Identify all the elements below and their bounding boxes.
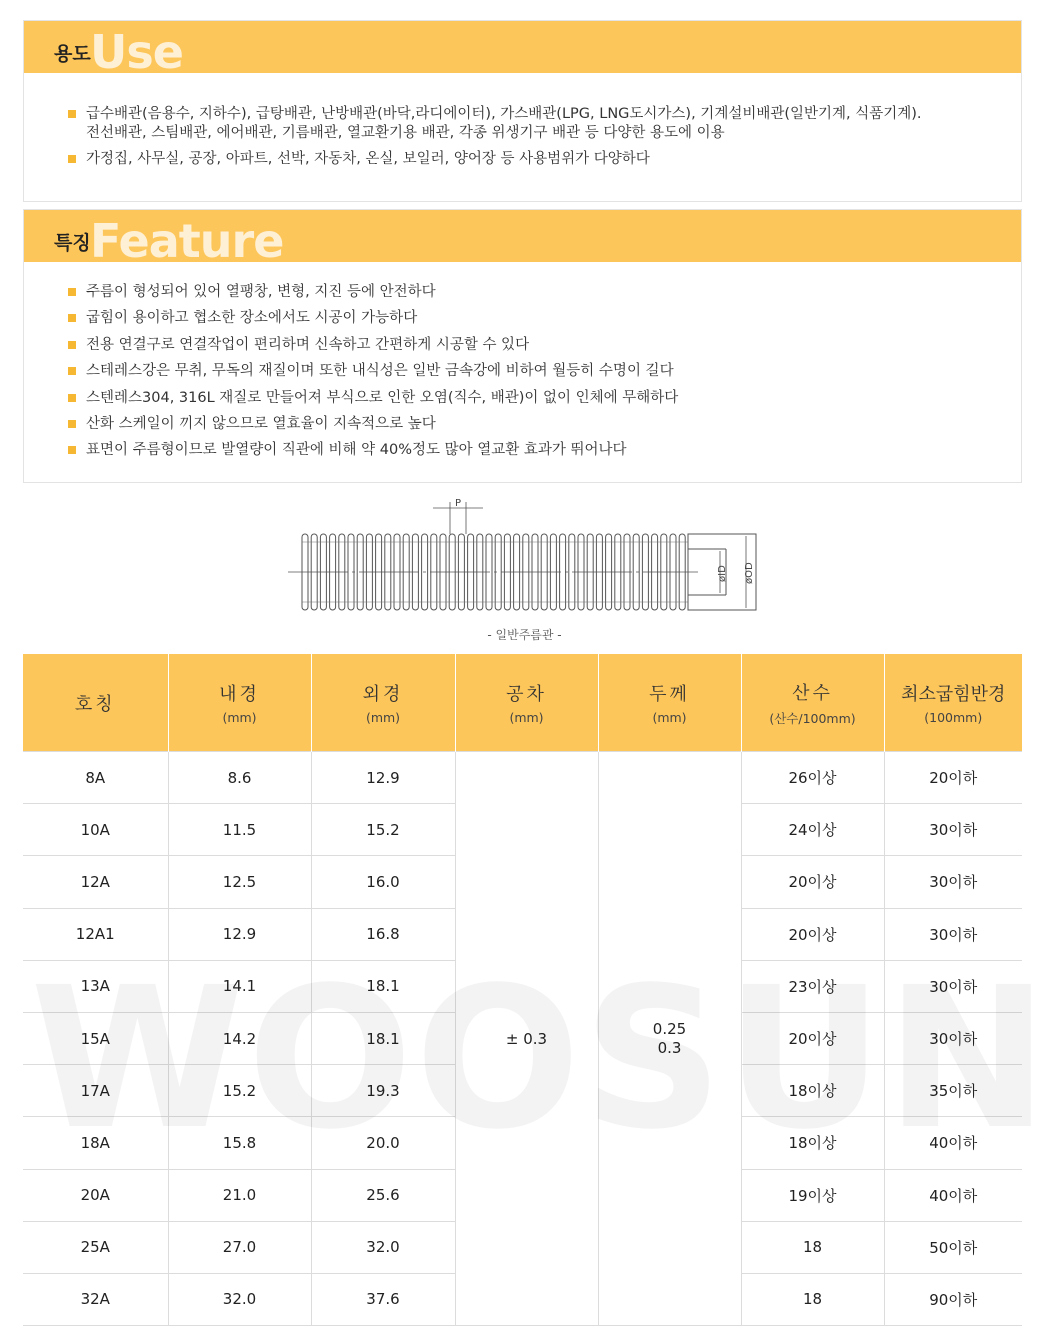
header-thickness: 두께 (mm) [598, 654, 741, 752]
cell-corrugation-count: 18 [741, 1273, 884, 1325]
feature-item: 전용 연결구로 연결작업이 편리하며 신속하고 간편하게 시공할 수 있다 [68, 336, 1001, 355]
cell-min-bend-radius: 40이하 [884, 1117, 1022, 1169]
feature-item: 주름이 형성되어 있어 열팽창, 변형, 지진 등에 안전하다 [68, 283, 1001, 302]
header-corrugation-count: 산수 (산수/100mm) [741, 654, 884, 752]
cell-name: 25A [23, 1221, 168, 1273]
use-title: 용도 [54, 43, 91, 65]
cell-tolerance: ± 0.3 [455, 752, 598, 1326]
diagram-caption: - 일반주름관 - [487, 628, 562, 642]
cell-corrugation-count: 18이상 [741, 1117, 884, 1169]
cell-min-bend-radius: 35이하 [884, 1065, 1022, 1117]
spec-table [23, 654, 1022, 1326]
cell-name: 17A [23, 1065, 168, 1117]
cell-min-bend-radius: 20이하 [884, 752, 1022, 804]
cell-inner-diameter: 12.9 [168, 908, 311, 960]
cell-corrugation-count: 20이상 [741, 908, 884, 960]
cell-name: 13A [23, 960, 168, 1012]
cell-name: 12A1 [23, 908, 168, 960]
cell-min-bend-radius: 30이하 [884, 804, 1022, 856]
cell-name: 12A [23, 856, 168, 908]
cell-inner-diameter: 15.2 [168, 1065, 311, 1117]
header-name: 호칭 [23, 654, 168, 752]
feature-list [68, 283, 1001, 468]
cell-outer-diameter: 19.3 [311, 1065, 455, 1117]
header-tolerance: 공차 (mm) [455, 654, 598, 752]
cell-inner-diameter: 32.0 [168, 1273, 311, 1325]
cell-inner-diameter: 14.2 [168, 1012, 311, 1064]
feature-title-en: Feature [90, 214, 284, 262]
od-label: øOD [744, 562, 755, 584]
pitch-label: P [454, 498, 462, 509]
cell-name: 10A [23, 804, 168, 856]
cell-inner-diameter: 12.5 [168, 856, 311, 908]
cell-outer-diameter: 12.9 [311, 752, 455, 804]
feature-item: 스테레스강은 무취, 무독의 재질이며 또한 내식성은 일반 금속강에 비하여 월등히 수명이 길다 [68, 362, 1001, 381]
cell-outer-diameter: 25.6 [311, 1169, 455, 1221]
cell-name: 32A [23, 1273, 168, 1325]
cell-corrugation-count: 24이상 [741, 804, 884, 856]
cell-inner-diameter: 21.0 [168, 1169, 311, 1221]
use-list [68, 105, 1001, 176]
cell-outer-diameter: 18.1 [311, 1012, 455, 1064]
cell-name: 8A [23, 752, 168, 804]
cell-inner-diameter: 11.5 [168, 804, 311, 856]
cell-inner-diameter: 15.8 [168, 1117, 311, 1169]
use-section [23, 20, 1022, 202]
cell-min-bend-radius: 40이하 [884, 1169, 1022, 1221]
use-item: 급수배관(음용수, 지하수), 급탕배관, 난방배관(바닥,라디에이터), 가스배관(LPG, LNG도시가스), 기계설비배관(일반기계, 식품기계). 전선배관, 스팀배관, 에어배관, 기름배관, 열교환기용 배관, 각종 위생기구 배관 등 다양한 용도에 이용 [68, 105, 1001, 143]
id-label: øID [717, 565, 728, 582]
cell-inner-diameter: 14.1 [168, 960, 311, 1012]
cell-outer-diameter: 16.8 [311, 908, 455, 960]
feature-item: 굽힘이 용이하고 협소한 장소에서도 시공이 가능하다 [68, 309, 1001, 328]
table-header-row [23, 654, 1022, 752]
cell-corrugation-count: 20이상 [741, 856, 884, 908]
cell-name: 18A [23, 1117, 168, 1169]
feature-section [23, 209, 1022, 483]
feature-title: 특징 [54, 232, 91, 254]
use-item: 가정집, 사무실, 공장, 아파트, 선박, 자동차, 온실, 보일러, 양어장 등 사용범위가 다양하다 [68, 150, 1001, 169]
cell-corrugation-count: 18이상 [741, 1065, 884, 1117]
cell-outer-diameter: 15.2 [311, 804, 455, 856]
cell-min-bend-radius: 90이하 [884, 1273, 1022, 1325]
cell-min-bend-radius: 30이하 [884, 960, 1022, 1012]
cell-inner-diameter: 27.0 [168, 1221, 311, 1273]
cell-outer-diameter: 20.0 [311, 1117, 455, 1169]
cell-thickness: 0.25 0.3 [598, 752, 741, 1326]
header-min-bend-radius: 최소굽힘반경 (100mm) [884, 654, 1022, 752]
cell-min-bend-radius: 30이하 [884, 856, 1022, 908]
cell-corrugation-count: 26이상 [741, 752, 884, 804]
cell-inner-diameter: 8.6 [168, 752, 311, 804]
use-title-en: Use [90, 25, 183, 73]
header-outer-diameter: 외경 (mm) [311, 654, 455, 752]
cell-corrugation-count: 19이상 [741, 1169, 884, 1221]
feature-header [24, 210, 1021, 262]
cell-min-bend-radius: 30이하 [884, 908, 1022, 960]
cell-corrugation-count: 18 [741, 1221, 884, 1273]
table-row [23, 752, 1022, 804]
cell-outer-diameter: 32.0 [311, 1221, 455, 1273]
cell-corrugation-count: 23이상 [741, 960, 884, 1012]
feature-item: 표면이 주름형이므로 발열량이 직관에 비해 약 40%정도 많아 열교환 효과가 뛰어나다 [68, 441, 1001, 460]
cell-min-bend-radius: 50이하 [884, 1221, 1022, 1273]
cell-min-bend-radius: 30이하 [884, 1012, 1022, 1064]
feature-item: 산화 스케일이 끼지 않으므로 열효율이 지속적으로 높다 [68, 415, 1001, 434]
header-inner-diameter: 내경 (mm) [168, 654, 311, 752]
feature-item: 스텐레스304, 316L 재질로 만들어져 부식으로 인한 오염(직수, 배관)이 없이 인체에 무해하다 [68, 389, 1001, 408]
use-header [24, 21, 1021, 73]
cell-corrugation-count: 20이상 [741, 1012, 884, 1064]
cell-name: 20A [23, 1169, 168, 1221]
cell-outer-diameter: 18.1 [311, 960, 455, 1012]
cell-outer-diameter: 16.0 [311, 856, 455, 908]
corrugated-pipe-diagram [280, 494, 770, 646]
cell-name: 15A [23, 1012, 168, 1064]
cell-outer-diameter: 37.6 [311, 1273, 455, 1325]
